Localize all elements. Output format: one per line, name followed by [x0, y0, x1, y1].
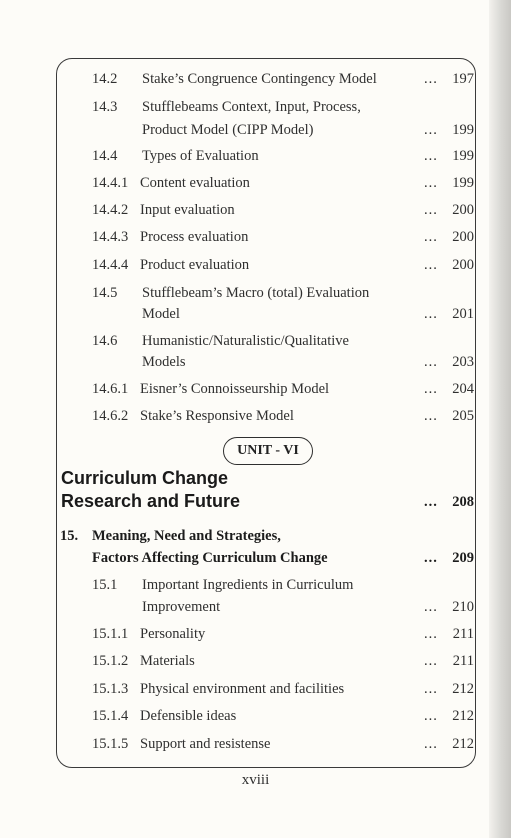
entry-title: Important Ingredients in Curriculum [142, 577, 354, 593]
entry-number: 14.4.3 [92, 229, 129, 245]
chapter-number: 15. [60, 528, 79, 544]
page-number: xviii [241, 772, 270, 788]
entry-title: Materials [140, 653, 195, 669]
leader-dots: ... [424, 550, 438, 566]
chapter-page: 209 [452, 550, 474, 566]
entry-title: Content evaluation [140, 175, 250, 191]
leader-dots: ... [424, 122, 438, 138]
entry-title: Process evaluation [140, 229, 249, 245]
entry-number: 15.1.5 [92, 736, 129, 752]
entry-title: Types of Evaluation [142, 148, 259, 164]
entry-page: 199 [452, 148, 474, 164]
entry-title: Humanistic/Naturalistic/Qualitative [142, 333, 349, 349]
entry-title: Eisner’s Connoisseurship Model [140, 381, 330, 397]
leader-dots: ... [424, 306, 438, 322]
entry-number: 14.4.4 [92, 257, 129, 273]
entry-page: 199 [452, 122, 474, 138]
entry-page: 200 [452, 229, 474, 245]
leader-dots: ... [424, 408, 438, 424]
entry-number: 15.1.4 [92, 708, 129, 724]
entry-title: Stake’s Congruence Contingency Model [142, 71, 377, 87]
entry-number: 14.4 [92, 148, 118, 164]
entry-number: 14.6 [92, 333, 118, 349]
leader-dots: ... [424, 148, 438, 164]
leader-dots: ... [424, 71, 438, 87]
entry-title: Defensible ideas [140, 708, 237, 724]
entry-page: 211 [452, 653, 474, 669]
unit-heading-line2: Research and Future [61, 491, 241, 511]
leader-dots: ... [424, 494, 438, 510]
entry-page: 212 [452, 708, 474, 724]
unit-badge: UNIT - VI [223, 437, 313, 465]
entry-number: 14.5 [92, 285, 118, 301]
entry-title: Support and resistense [140, 736, 271, 752]
entry-page: 199 [452, 175, 474, 191]
leader-dots: ... [424, 354, 438, 370]
entry-title: Stufflebeams Context, Input, Process, [142, 99, 361, 115]
leader-dots: ... [424, 626, 438, 642]
entry-page: 204 [452, 381, 474, 397]
entry-title-cont: Model [142, 306, 180, 322]
entry-title: Personality [140, 626, 206, 642]
leader-dots: ... [424, 202, 438, 218]
entry-number: 15.1 [92, 577, 118, 593]
entry-number: 15.1.2 [92, 653, 129, 669]
entry-number: 15.1.3 [92, 681, 129, 697]
entry-number: 14.4.1 [92, 175, 129, 191]
entry-title: Stufflebeam’s Macro (total) Evaluation [142, 285, 370, 301]
entry-number: 15.1.1 [92, 626, 129, 642]
entry-number: 14.3 [92, 99, 118, 115]
entry-page: 205 [452, 408, 474, 424]
leader-dots: ... [424, 681, 438, 697]
entry-title: Product evaluation [140, 257, 250, 273]
leader-dots: ... [424, 599, 438, 615]
leader-dots: ... [424, 381, 438, 397]
entry-page: 203 [452, 354, 474, 370]
entry-number: 14.6.2 [92, 408, 129, 424]
entry-page: 212 [452, 681, 474, 697]
entry-page: 200 [452, 257, 474, 273]
leader-dots: ... [424, 653, 438, 669]
chapter-title-cont: Factors Affecting Curriculum Change [92, 550, 328, 566]
entry-page: 197 [452, 71, 474, 87]
entry-number: 14.6.1 [92, 381, 129, 397]
leader-dots: ... [424, 708, 438, 724]
entry-page: 210 [452, 599, 474, 615]
entry-page: 200 [452, 202, 474, 218]
entry-number: 14.2 [92, 71, 118, 87]
entry-number: 14.4.2 [92, 202, 129, 218]
leader-dots: ... [424, 736, 438, 752]
entry-page: 212 [452, 736, 474, 752]
leader-dots: ... [424, 257, 438, 273]
unit-heading-line1: Curriculum Change [61, 468, 229, 488]
entry-title: Physical environment and facilities [140, 681, 345, 697]
entry-page: 211 [452, 626, 474, 642]
entry-page: 201 [452, 306, 474, 322]
chapter-title: Meaning, Need and Strategies, [92, 528, 281, 544]
entry-title-cont: Models [142, 354, 186, 370]
entry-title: Input evaluation [140, 202, 235, 218]
unit-page: 208 [452, 494, 474, 510]
leader-dots: ... [424, 229, 438, 245]
leader-dots: ... [424, 175, 438, 191]
entry-title-cont: Improvement [142, 599, 221, 615]
entry-title-cont: Product Model (CIPP Model) [142, 122, 314, 138]
entry-title: Stake’s Responsive Model [140, 408, 294, 424]
